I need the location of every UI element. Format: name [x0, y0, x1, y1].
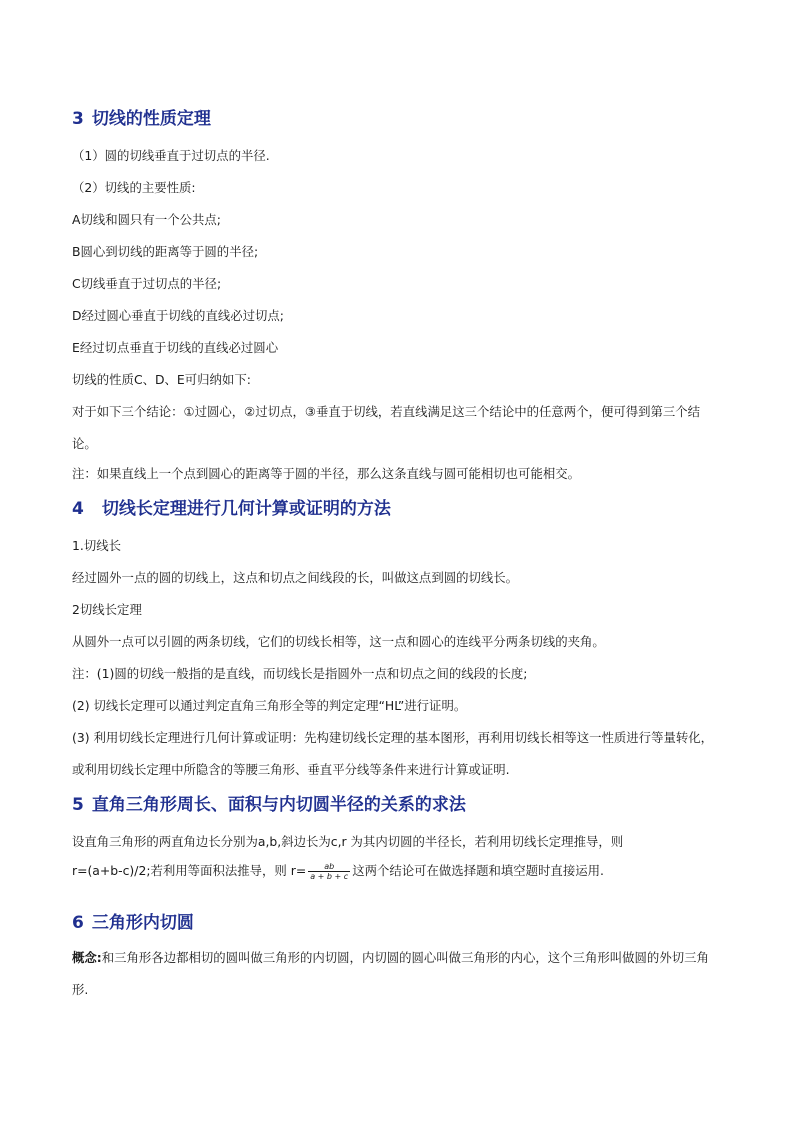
section-4-heading: 4 切线长定理进行几何计算或证明的方法 — [72, 499, 391, 519]
s4-subheading-1: 1.切线长 — [72, 538, 121, 553]
s3-item-d: D经过圆心垂直于切线的直线必过切点; — [72, 308, 284, 323]
concept-text: 和三角形各边都相切的圆叫做三角形的内切圆，内切圆的圆心叫做三角形的内心，这个三角形叫做圆的外切三角形. — [72, 950, 709, 997]
s4-note-1: 注：(1)圆的切线一般指的是直线，而切线长是指圆外一点和切点之间的线段的长度; — [72, 666, 528, 681]
s3-item-e: E经过切点垂直于切线的直线必过圆心 — [72, 340, 279, 355]
s3-conclusion: 对于如下三个结论：①过圆心，②过切点，③垂直于切线，若直线满足这三个结论中的任意两个，便可得到第三个结论。 — [72, 404, 701, 451]
fraction-denominator: a + b + c — [310, 872, 349, 881]
s5-paragraph-1: 设直角三角形的两直角边长分别为a,b,斜边长为c,r 为其内切圆的半径长，若利用切线长定理推导，则 — [72, 834, 624, 849]
s5-formula-text: r=(a+b-c)/2;若利用等面积法推导，则 r= — [72, 863, 307, 878]
section-3 — [72, 108, 724, 130]
concept-label: 概念: — [72, 950, 102, 965]
section-3-heading: 3 切线的性质定理 — [72, 109, 211, 129]
s4-paragraph-1: 经过圆外一点的圆的切线上，这点和切点之间线段的长，叫做这点到圆的切线长。 — [72, 570, 519, 585]
inradius-fraction — [308, 862, 350, 881]
s5-formula-tail: 这两个结论可在做选择题和填空题时直接运用. — [352, 863, 604, 878]
fraction-numerator: ab — [308, 862, 350, 872]
s3-note: 注：如果直线上一个点到圆心的距离等于圆的半径，那么这条直线与圆可能相切也可能相交。 — [72, 466, 581, 481]
section-5-heading: 5 直角三角形周长、面积与内切圆半径的关系的求法 — [72, 795, 466, 815]
s3-item-c: C切线垂直于过切点的半径; — [72, 276, 222, 291]
s3-paragraph-1: （1）圆的切线垂直于过切点的半径. — [72, 148, 270, 163]
s4-subheading-2: 2切线长定理 — [72, 602, 142, 617]
s3-item-b: B圆心到切线的距离等于圆的半径; — [72, 244, 259, 259]
s4-note-3: (3) 利用切线长定理进行几何计算或证明：先构建切线长定理的基本图形，再利用切线长相等这一性质进行等量转化，或利用切线长定理中所隐含的等腰三角形、垂直平分线等条件来进行计算或证明. — [72, 730, 714, 777]
section-6-heading: 6 三角形内切圆 — [72, 913, 194, 933]
s3-summary: 切线的性质C、D、E可归纳如下: — [72, 372, 251, 387]
s3-paragraph-2: （2）切线的主要性质: — [72, 180, 196, 195]
s5-paragraph-2 — [72, 862, 604, 881]
s4-note-2: (2) 切线长定理可以通过判定直角三角形全等的判定定理“HL”进行证明。 — [72, 698, 467, 713]
s6-concept — [72, 942, 724, 1006]
s3-item-a: A切线和圆只有一个公共点; — [72, 212, 221, 227]
s4-paragraph-2: 从圆外一点可以引圆的两条切线，它们的切线长相等，这一点和圆心的连线平分两条切线的夹角。 — [72, 634, 605, 649]
